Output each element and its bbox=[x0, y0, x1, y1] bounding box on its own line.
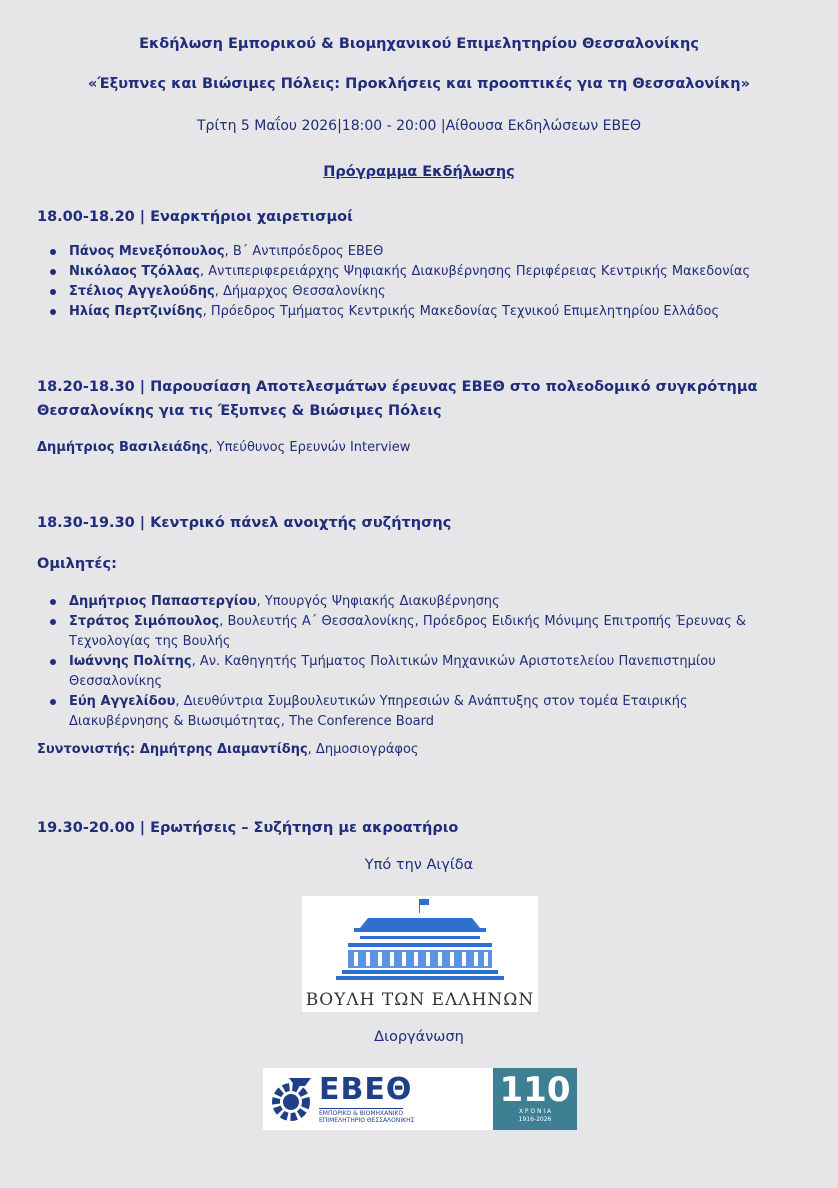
session-4-heading: 19.30-20.00 | Ερωτήσεις – Συζήτηση με ακροατήριο bbox=[37, 820, 459, 836]
speaker-name: Δημήτριος Παπαστεργίου bbox=[69, 594, 257, 609]
moderator-line bbox=[37, 742, 419, 757]
speakers-label: Ομιλητές: bbox=[37, 556, 117, 572]
session-2-speaker bbox=[37, 440, 410, 455]
anniversary-word: Χ Ρ Ο Ν Ι Α bbox=[518, 1108, 552, 1115]
list-item bbox=[37, 652, 746, 692]
session-2-heading-line-1: 18.20-18.30 | Παρουσίαση Αποτελεσμάτων έρευνας ΕΒΕΘ στο πολεοδομικό συγκρότημα bbox=[37, 379, 758, 395]
speaker-role: , Υπεύθυνος Ερευνών Interview bbox=[208, 440, 411, 455]
session-3-list bbox=[37, 592, 746, 732]
speaker-name: Εύη Αγγελίδου bbox=[69, 694, 176, 709]
list-item bbox=[37, 282, 750, 302]
organizer-label: Διοργάνωση bbox=[374, 1029, 464, 1045]
speaker-name: Πάνος Μενεξόπουλος bbox=[69, 244, 225, 259]
speaker-role: , Βουλευτής Α΄ Θεσσαλονίκης, Πρόεδρος Ειδικής Μόνιμης Επιτροπής Έρευνας & bbox=[219, 614, 747, 629]
speaker-name: Στράτος Σιμόπουλος bbox=[69, 614, 220, 629]
ebeth-logo-text: ΕΒΕΘ bbox=[319, 1072, 413, 1107]
speaker-role-cont: Διακυβέρνησης & Βιωσιμότητας, The Conference Board bbox=[69, 714, 434, 729]
speaker-role: , Υπουργός Ψηφιακής Διακυβέρνησης bbox=[256, 594, 500, 609]
list-item bbox=[37, 302, 750, 322]
speaker-role: , Αν. Καθηγητής Τμήματος Πολιτικών Μηχανικών Αριστοτελείου Πανεπιστημίου bbox=[191, 654, 716, 669]
session-2-heading bbox=[37, 375, 757, 423]
list-item bbox=[37, 692, 746, 732]
speaker-role: , Πρόεδρος Τμήματος Κεντρικής Μακεδονίας Τεχνικού Επιμελητηρίου Ελλάδος bbox=[202, 304, 720, 319]
program-title: Πρόγραμμα Εκδήλωσης bbox=[323, 164, 515, 180]
speaker-role-cont: Θεσσαλονίκης bbox=[69, 674, 163, 689]
speaker-name: Ιωάννης Πολίτης bbox=[69, 654, 192, 669]
speaker-role-cont: Τεχνολογίας της Βουλής bbox=[69, 634, 231, 649]
ebeth-logo-subtitle-2: ΕΠΙΜΕΛΗΤΗΡΙΟ ΘΕΣΣΑΛΟΝΙΚΗΣ bbox=[319, 1117, 415, 1124]
gear-icon bbox=[271, 1074, 315, 1122]
list-item bbox=[37, 262, 750, 282]
session-3-heading: 18.30-19.30 | Κεντρικό πάνελ ανοιχτής συζήτησης bbox=[37, 515, 452, 531]
session-1-heading: 18.00-18.20 | Εναρκτήριοι χαιρετισμοί bbox=[37, 209, 353, 225]
anniversary-badge bbox=[493, 1068, 577, 1130]
anniversary-years: 1916-2026 bbox=[518, 1116, 552, 1123]
event-organizer-title: Εκδήλωση Εμπορικού & Βιομηχανικού Επιμελητηρίου Θεσσαλονίκης bbox=[139, 36, 699, 52]
ebeth-logo-subtitle-1: ΕΜΠΟΡΙΚΟ & ΒΙΟΜΗΧΑΝΙΚΟ bbox=[319, 1110, 404, 1117]
moderator-name: : Δημήτρης Διαμαντίδης bbox=[130, 742, 308, 757]
list-item bbox=[37, 592, 746, 612]
speaker-name: Δημήτριος Βασιλειάδης bbox=[37, 440, 209, 455]
ebeth-logo bbox=[263, 1068, 577, 1130]
auspices-label: Υπό την Αιγίδα bbox=[364, 857, 474, 873]
speaker-role: , Διευθύντρια Συμβουλευτικών Υπηρεσιών & Ανάπτυξης στον τομέα Εταιρικής bbox=[175, 694, 688, 709]
speaker-role: , Δήμαρχος Θεσσαλονίκης bbox=[214, 284, 386, 299]
anniversary-number: 110 bbox=[499, 1070, 571, 1110]
session-1-list bbox=[37, 242, 750, 322]
parliament-logo bbox=[302, 896, 538, 1012]
speaker-name: Νικόλαος Τζόλλας bbox=[69, 264, 201, 279]
speaker-role: , Αντιπεριφερειάρχης Ψηφιακής Διακυβέρνησης Περιφέρειας Κεντρικής Μακεδονίας bbox=[200, 264, 751, 279]
event-date-line: Τρίτη 5 Μαΐου 2026|18:00 - 20:00 |Αίθουσα Εκδηλώσεων ΕΒΕΘ bbox=[197, 118, 641, 134]
parliament-logo-text: ΒΟΥΛΗ ΤΩΝ ΕΛΛΗΝΩΝ bbox=[305, 990, 535, 1010]
speaker-role: , Β΄ Αντιπρόεδρος ΕΒΕΘ bbox=[224, 244, 384, 259]
list-item bbox=[37, 242, 750, 262]
session-2-heading-line-2: Θεσσαλονίκης για τις Έξυπνες & Βιώσιμες Πόλεις bbox=[37, 403, 442, 419]
moderator-role: , Δημοσιογράφος bbox=[307, 742, 419, 757]
list-item bbox=[37, 612, 746, 652]
speaker-name: Στέλιος Αγγελούδης bbox=[69, 284, 215, 299]
moderator-label: Συντονιστής bbox=[37, 742, 131, 757]
speaker-name: Ηλίας Περτζινίδης bbox=[69, 304, 203, 319]
event-title: «Έξυπνες και Βιώσιμες Πόλεις: Προκλήσεις και προοπτικές για τη Θεσσαλονίκη» bbox=[88, 76, 750, 92]
